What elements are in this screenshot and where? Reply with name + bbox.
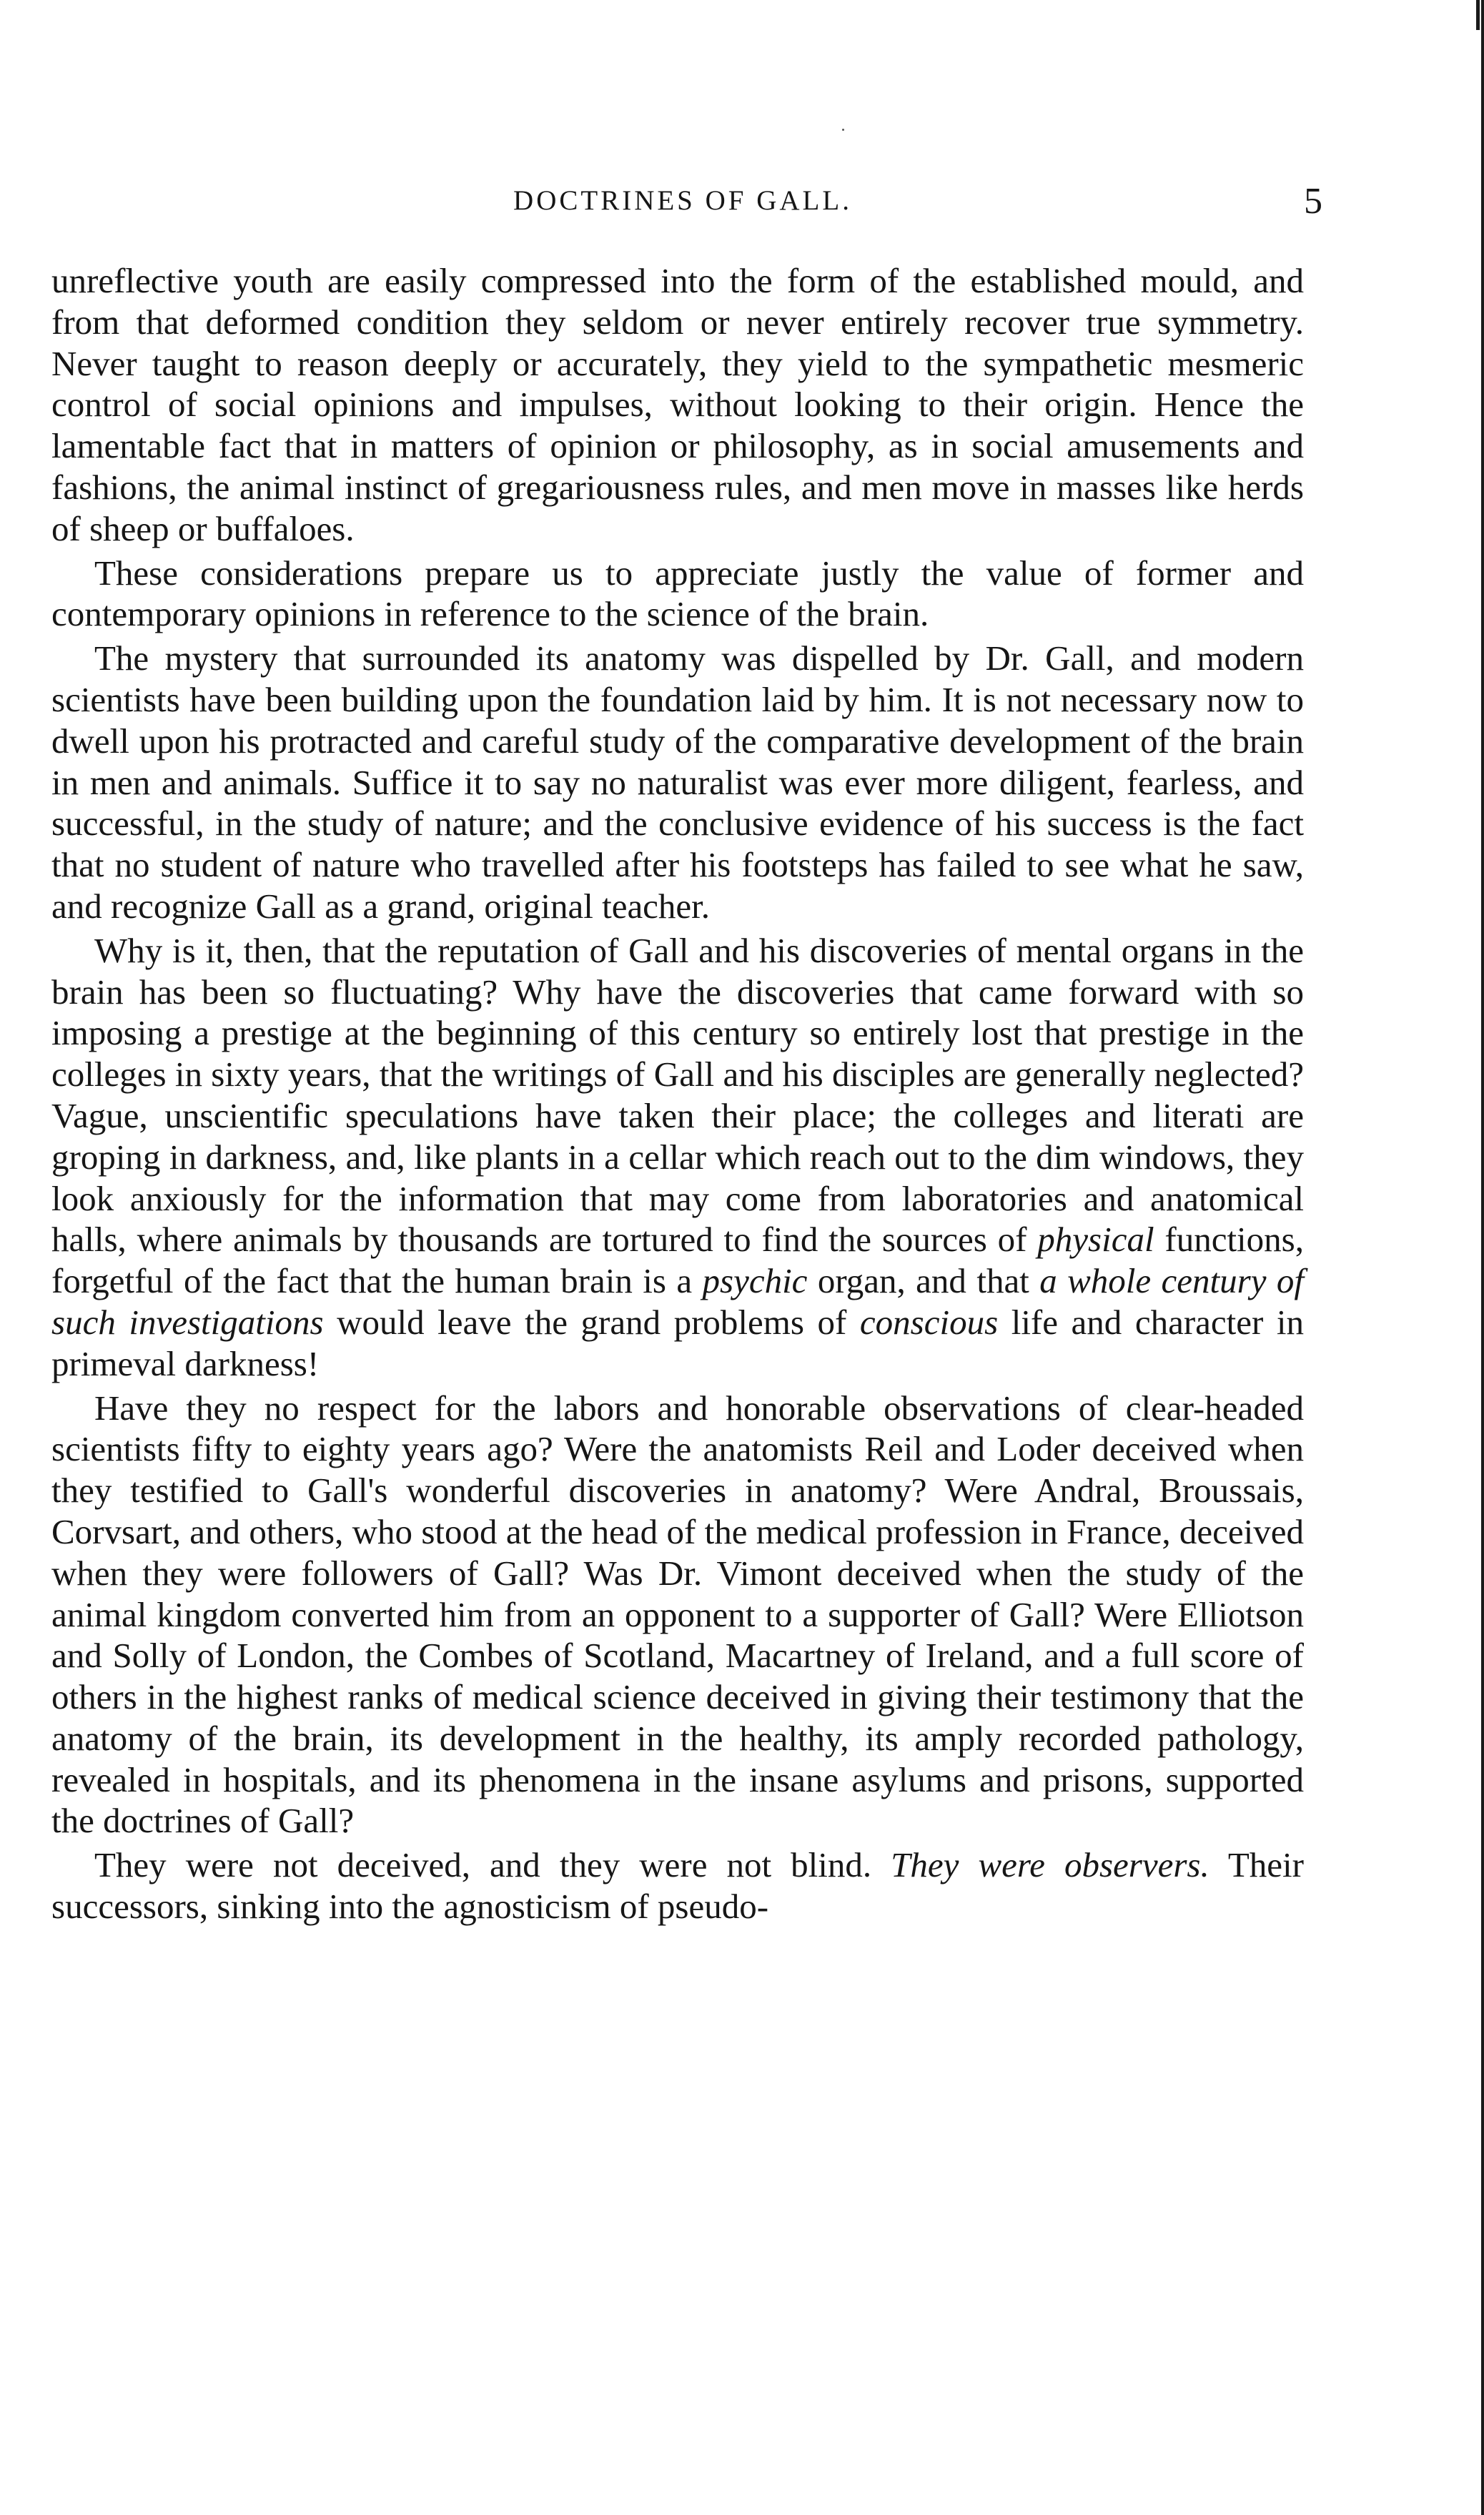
text-run: Their successors, sinking into the agnosticism of pseudo- xyxy=(51,1845,1304,1927)
text-run: organ, and that xyxy=(807,1261,1040,1301)
italic-text: a whole century of such investigations xyxy=(51,1261,1304,1342)
paragraph xyxy=(51,553,1304,636)
running-head xyxy=(50,181,1322,227)
paragraph xyxy=(51,1844,1304,1927)
italic-text: They were observers. xyxy=(891,1845,1210,1885)
print-speck xyxy=(842,129,844,131)
text-run: These considerations prepare us to appreciate justly the value of former and contemporary opinions in reference to the science of the brain. xyxy=(51,553,1304,634)
running-title: DOCTRINES OF GALL. xyxy=(513,185,852,216)
text-run: life and character in primeval darkness! xyxy=(51,1302,1305,1383)
text-run: would leave the grand problems of xyxy=(323,1302,860,1342)
text-run: They were not deceived, and they were not blind. xyxy=(94,1845,891,1885)
paragraph xyxy=(51,930,1304,1385)
italic-text: psychic xyxy=(702,1261,808,1301)
text-run: Why is it, then, that the reputation of Gall and his discoveries of mental organs in the brain has been so fluctuating? Why have the discoveries that came forward with so imposing a prestige at the beginning of this century so entirely lost that prestige in the colleges in sixty years, that the writings of Gall and his disciples are generally neglected? Vague, unscientific speculations have taken their place; the colleges and literati are groping in darkness, and, like plants in a cellar which reach out to the dim windows, they look anxiously for the information that may come from laboratories and anatomical halls, where animals by thousands are tortured to find the sources of xyxy=(51,930,1304,1260)
text-run: functions, forgetful of the fact that the human brain is a xyxy=(51,1220,1304,1301)
italic-text: physical xyxy=(1037,1220,1154,1260)
text-run: The mystery that surrounded its anatomy was dispelled by Dr. Gall, and modern scientists have been building upon the foundation laid by him. It is not necessary now to dwell upon his protracted and careful study of the comparative development of the brain in men and animals. Suffice it to say no naturalist was ever more diligent, fearless, and successful, in the study of nature; and the conclusive evidence of his success is the fact that no student of nature who travelled after his footsteps has failed to see what he saw, and recognize Gall as a grand, original teacher. xyxy=(51,638,1304,926)
text-run: Have they no respect for the labors and honorable observations of clear-headed scientists fifty to eighty years ago? Were the anatomists Reil and Loder deceived when they testified to Gall's wonderful discoveries in anatomy? Were Andral, Broussais, Corvsart, and others, who stood at the head of the medical profession in France, deceived when they were followers of Gall? Was Dr. Vimont deceived when the study of the animal kingdom converted him from an opponent to a supporter of Gall? Were Elliotson and Solly of London, the Combes of Scotland, Macartney of Ireland, and a full score of others in the highest ranks of medical science deceived in giving their testimony that the anatomy of the brain, its development in the healthy, its amply recorded pathology, revealed in hospitals, and its phenomena in the insane asylums and prisons, supported the doctrines of Gall? xyxy=(51,1388,1304,1841)
paragraph xyxy=(51,638,1304,927)
text-run: unreflective youth are easily compressed into the form of the established mould, and from that deformed condition they seldom or never entirely recover true symmetry. Never taught to reason deeply or accurately, they yield to the sympathetic mesmeric control of social opinions and impulses, without looking to their origin. Hence the lamentable fact that in matters of opinion or philosophy, as in social amusements and fashions, the animal instinct of gregariousness rules, and men move in masses like herds of sheep or buffaloes. xyxy=(51,261,1304,548)
page-edge-rule xyxy=(1481,0,1484,2515)
paragraph xyxy=(51,260,1304,550)
corner-mark xyxy=(1476,0,1480,30)
page-number: 5 xyxy=(1304,181,1322,222)
paragraph xyxy=(51,1388,1304,1842)
body-text xyxy=(51,260,1304,1927)
italic-text: conscious xyxy=(859,1302,999,1342)
